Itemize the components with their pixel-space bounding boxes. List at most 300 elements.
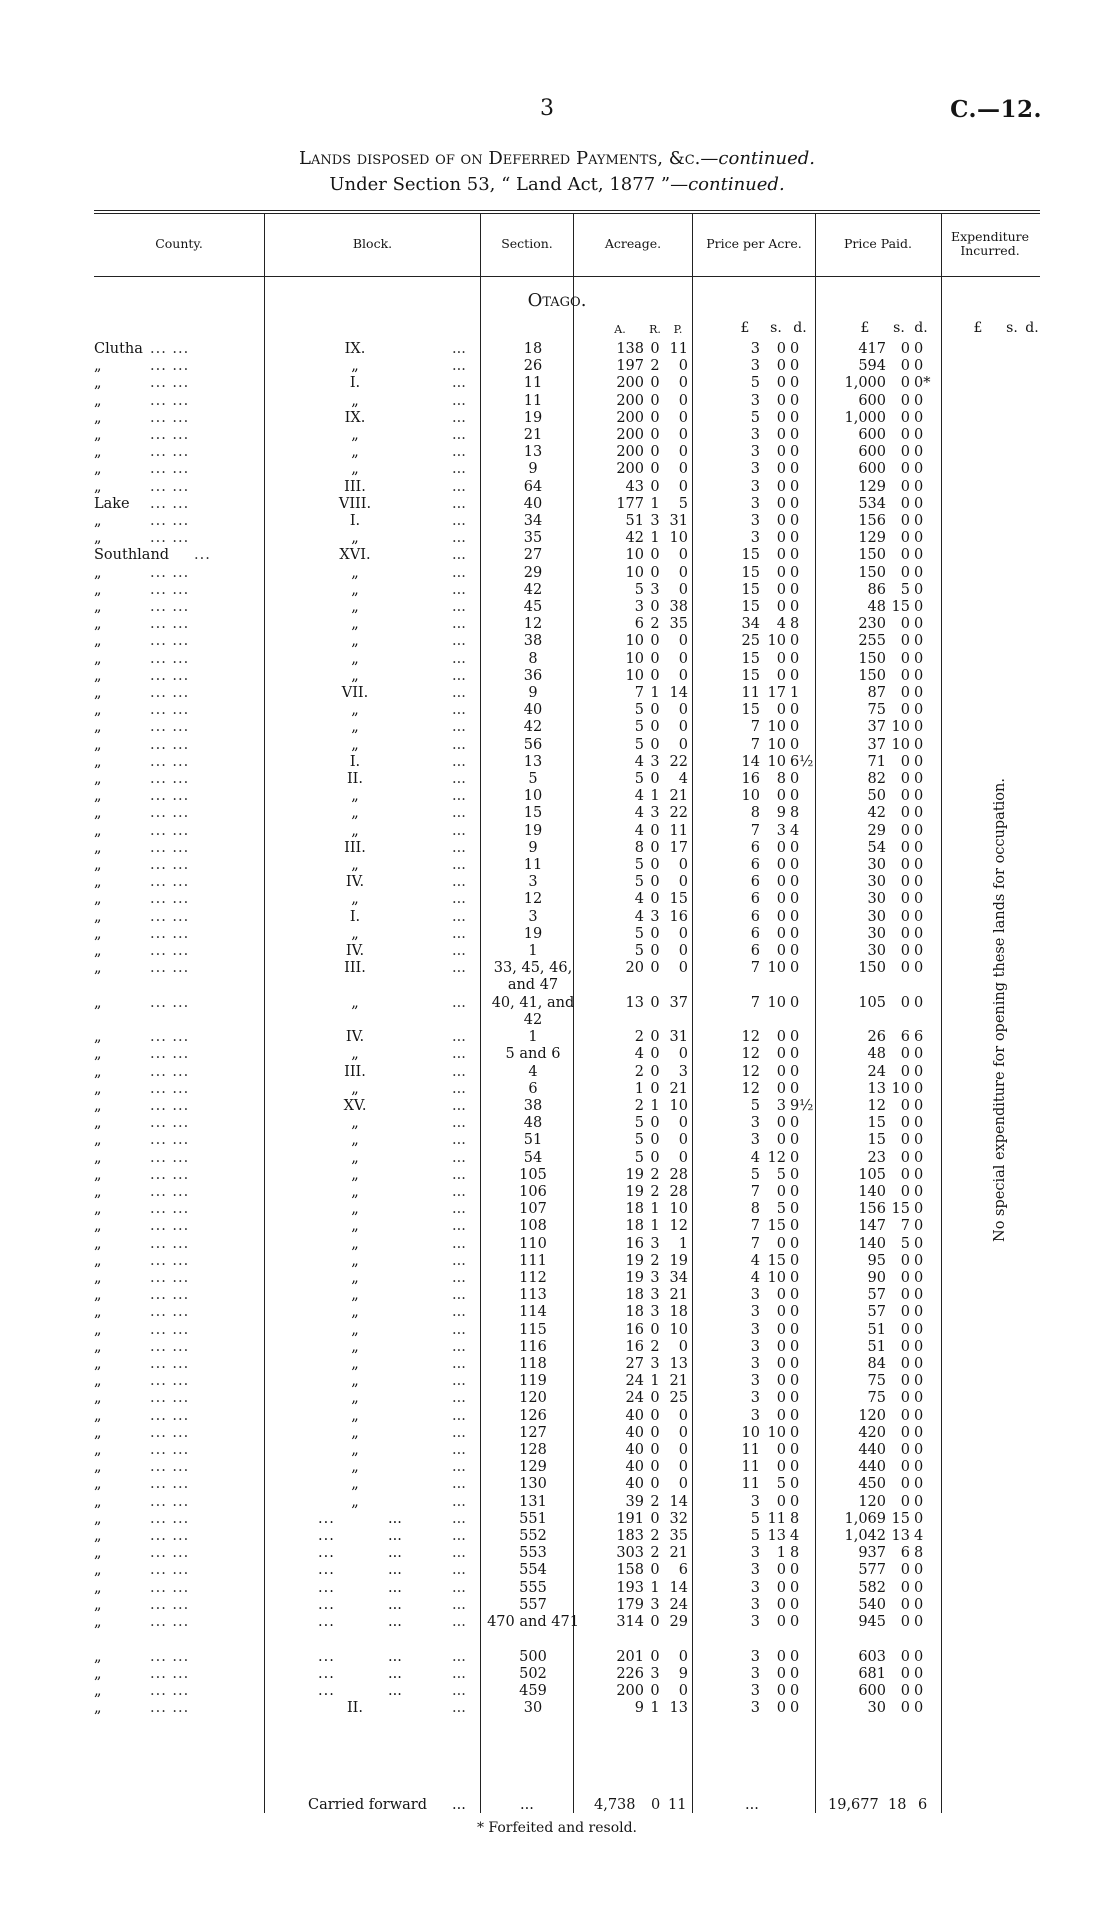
cell-county: „ [94,1459,102,1476]
cell-price-pounds: 71 [867,753,886,770]
cell-acres: 10 [625,633,644,650]
cell-ppa-pence: 0 [790,1700,800,1717]
cell-roods: 0 [650,444,660,461]
cell-county: Southland [94,547,170,564]
cell-roods: 1 [650,1218,660,1235]
cell-ppa-shillings: 0 [776,478,786,495]
cell-ppa-pounds: 3 [750,1356,760,1372]
cell-ppa-pence: 0 [790,1063,800,1080]
cell-price-pence: 0 [914,685,924,701]
cell-perches: 10 [669,1098,688,1114]
cell-price-shillings: 0 [900,1579,910,1596]
cell-ppa-pence: 0 [790,874,800,891]
cell-perches: 35 [669,616,688,633]
cell-ppa-pence: 0 [790,1201,800,1218]
cell-county: „ [94,1579,102,1596]
cell-block: „ [351,925,359,942]
cell-price-pence: 0 [914,1252,924,1269]
cell-price-pence: 0 [914,1201,924,1218]
cell-price-shillings: 0 [900,822,910,839]
cell-price-pence: 0 [914,994,924,1011]
table-row [0,1545,1114,1562]
cell-perches: 0 [678,1407,688,1424]
cell-price-pounds: 600 [858,427,886,443]
cell-ppa-pounds: 3 [750,1614,760,1630]
table-title [0,148,1114,169]
cell-section: 19 [523,822,543,839]
table-row [0,1046,1114,1063]
cell-perches: 21 [669,788,688,805]
cell-ppa-pounds: 15 [741,599,760,615]
table-row [0,1649,1114,1666]
cell-roods: 3 [650,805,660,822]
cell-ppa-pounds: 25 [741,633,760,650]
table-row [0,565,1114,582]
leader-dots: ... [452,478,466,495]
cell-ppa-pounds: 3 [750,1562,760,1579]
cell-roods: 3 [650,1270,660,1286]
cell-acres: 226 [616,1665,644,1682]
cell-block: „ [351,1184,359,1200]
unit-shillings-pp: s. [893,320,905,336]
cell-acres: 9 [634,1700,644,1717]
cell-ppa-pence: 0 [790,925,800,942]
cell-roods: 3 [650,1356,660,1372]
cell-price-pounds: 681 [858,1665,886,1682]
table-row [0,1528,1114,1545]
cell-perches: 13 [669,1356,688,1372]
cell-county: „ [94,943,102,959]
table-row [0,651,1114,668]
cell-ppa-shillings: 13 [767,1528,786,1544]
cell-ppa-shillings: 0 [776,444,786,461]
cell-price-pence: 0 [914,616,924,633]
cell-section: 45 [523,599,543,615]
cell-ppa-pence: 0 [790,530,800,547]
cell-section: 40 [523,495,543,512]
cell-acres: 5 [634,1115,644,1132]
cell-roods: 0 [650,1046,660,1063]
cell-block: „ [351,1356,359,1372]
cell-ppa-pounds: 7 [750,1184,760,1200]
cell-roods: 0 [650,564,660,581]
cell-section: 551 [519,1510,547,1527]
cell-ppa-shillings: 10 [767,633,786,650]
cell-ppa-pounds: 4 [750,1149,760,1166]
cell-price-shillings: 0 [900,1459,910,1476]
cell-ppa-pence: 8 [790,1545,800,1562]
cell-price-pounds: 29 [867,822,886,839]
cell-price-pence: 0 [914,1132,924,1149]
cell-ppa-pence: 9½ [790,1098,814,1114]
cell-acres: 179 [616,1596,644,1613]
cell-price-pence: 0 [914,1149,924,1166]
cell-ppa-pounds: 3 [750,1338,760,1355]
cell-ppa-shillings: 0 [776,1321,786,1338]
cell-ppa-pence: 0 [790,1184,800,1200]
cell-roods: 0 [650,839,660,856]
cell-block: III. [344,839,366,856]
cell-price-pounds: 450 [858,1476,886,1493]
leader-dots: ... ... [150,908,190,925]
cell-roods: 2 [650,1528,660,1544]
cell-ppa-shillings: 0 [776,1184,786,1200]
cell-block: XV. [343,1098,367,1114]
cell-county: „ [94,1063,102,1080]
table-row [0,616,1114,633]
cell-price-shillings: 0 [900,650,910,667]
cell-ppa-shillings: 0 [776,1407,786,1424]
table-row [0,393,1114,410]
cell-acres: 51 [625,513,644,529]
cell-county: „ [94,891,102,908]
cell-price-pounds: 540 [858,1596,886,1613]
cell-price-pounds: 23 [867,1149,886,1166]
cell-ppa-shillings: 0 [776,1046,786,1063]
cell-roods: 0 [650,702,660,719]
leader-dots: ... [452,1321,466,1338]
cell-price-pence: 0 [914,736,924,753]
cell-ppa-pence: 0 [790,375,800,392]
cell-ppa-pounds: 3 [750,1682,760,1699]
cell-price-pounds: 150 [858,667,886,684]
cell-price-shillings: 0 [900,1424,910,1441]
cell-roods: 1 [650,1373,660,1390]
cell-acres: 40 [625,1442,644,1458]
cell-block: VII. [341,685,369,701]
leader-dots: ... [452,495,466,512]
cell-acres: 10 [625,547,644,564]
cell-section: 131 [519,1493,547,1510]
cell-county: „ [94,839,102,856]
cell-ppa-pounds: 11 [741,1442,760,1458]
cell-ppa-shillings: 0 [776,925,786,942]
cell-price-pence: 0 [914,581,924,598]
leader-dots: ... ... [150,667,190,684]
table-subtitle [0,174,1114,195]
cell-price-shillings: 0 [900,1665,910,1682]
leader-dots: ... [452,341,466,357]
cell-ppa-pounds: 5 [750,1528,760,1544]
leader-dots: ... [452,1545,466,1562]
cell-price-pence: 0 [914,1682,924,1699]
cell-ppa-pence: 0 [790,547,800,564]
cell-block: „ [351,1218,359,1235]
leader-dots: ... [452,461,466,478]
cell-block: „ [351,1321,359,1338]
cell-price-pounds: 420 [858,1424,886,1441]
cell-perches: 0 [678,564,688,581]
cell-section: 105 [519,1166,547,1183]
cell-acres: 303 [616,1545,644,1562]
cell-acres: 19 [625,1166,644,1183]
table-row [0,1408,1114,1425]
cell-section: 129 [519,1459,547,1476]
leader-dots: ... [452,564,466,581]
leader-dots: ... ... [150,1201,190,1218]
cell-ppa-pence: 0 [790,1132,800,1149]
unit-pound-pp: £ [860,320,870,336]
cell-section: 553 [519,1545,547,1562]
cell-ppa-pence: 0 [790,1493,800,1510]
cell-section: 3 [528,874,538,891]
leader-dots: ... [388,1614,402,1630]
cell-price-pounds: 150 [858,650,886,667]
cell-acres: 16 [625,1338,644,1355]
cell-section: 118 [519,1356,547,1372]
cell-section: 107 [519,1201,547,1218]
cell-block: „ [351,1235,359,1252]
cell-block: „ [351,891,359,908]
cell-ppa-shillings: 0 [776,495,786,512]
leader-dots: ... [452,1459,466,1476]
cell-price-shillings: 0 [900,616,910,633]
cell-price-pounds: 105 [858,1166,886,1183]
leader-dots: ... ... [150,1682,190,1699]
cell-section: 557 [519,1596,547,1613]
cell-acres: 5 [634,874,644,891]
leader-dots: ... [452,1029,466,1046]
leader-dots: ... [388,1510,402,1527]
leader-dots: ... [452,1579,466,1596]
table-row [0,995,1114,1029]
cell-county: „ [94,1029,102,1046]
cell-roods: 1 [650,685,660,701]
cell-county: „ [94,1390,102,1407]
leader-dots: ... [452,702,466,719]
cell-price-pence: 0 [914,495,924,512]
cell-price-pence: 0 [914,1287,924,1304]
leader-dots: ... [452,392,466,409]
cell-ppa-pounds: 3 [750,1132,760,1149]
cell-ppa-shillings: 0 [776,1287,786,1304]
cell-price-pence: 0 [914,753,924,770]
cell-price-pounds: 90 [867,1270,886,1286]
cell-ppa-pence: 0 [790,1149,800,1166]
cell-section: 120 [519,1390,547,1407]
cell-perches: 18 [669,1304,688,1321]
cell-price-pence: 0 [914,1218,924,1235]
cell-acres: 18 [625,1304,644,1321]
table-row [0,1081,1114,1098]
leader-dots: ... [452,736,466,753]
cell-section: 35 [523,530,543,547]
cell-ppa-shillings: 0 [776,1390,786,1407]
cell-ppa-pence: 0 [790,1115,800,1132]
cell-county: „ [94,1700,102,1717]
cell-price-shillings: 0 [900,392,910,409]
table-row [0,1666,1114,1683]
cell-ppa-pence: 0 [790,908,800,925]
leader-dots: ... [452,1098,466,1114]
table-row [0,1562,1114,1579]
table-row [0,926,1114,943]
cell-section: 42 [523,581,543,598]
cell-block: „ [351,1270,359,1286]
cell-price-shillings: 0 [900,530,910,547]
cell-section: 13 [523,753,543,770]
cell-block: „ [351,805,359,822]
cell-roods: 0 [650,599,660,615]
cell-section: 64 [523,478,543,495]
cell-acres: 200 [616,375,644,392]
cell-ppa-pence: 0 [790,1287,800,1304]
cell-section: 554 [519,1562,547,1579]
cell-county: „ [94,1304,102,1321]
cell-ppa-pence: 0 [790,513,800,529]
cell-county: „ [94,461,102,478]
cell-block: ... [318,1528,335,1544]
cell-ppa-pounds: 15 [741,667,760,684]
cell-county: „ [94,1424,102,1441]
cell-ppa-pounds: 3 [750,1648,760,1665]
cell-roods: 0 [650,1510,660,1527]
cell-perches: 35 [669,1528,688,1544]
table-row [0,943,1114,960]
cell-section: 130 [519,1476,547,1493]
leader-dots: ... [452,685,466,701]
cell-price-pence: 0 [914,1596,924,1613]
cell-price-shillings: 0 [900,1373,910,1390]
cell-perches: 0 [678,1424,688,1441]
cell-section: 9 [528,839,538,856]
cell-acres: 191 [616,1510,644,1527]
cell-price-pence: 0 [914,1063,924,1080]
cell-county: „ [94,1184,102,1200]
cell-section: 12 [523,891,543,908]
leader-dots: ... ... [150,1614,190,1630]
leader-dots: ... [452,513,466,529]
cell-price-pounds: 120 [858,1407,886,1424]
cell-county: „ [94,1287,102,1304]
cell-ppa-pounds: 6 [750,857,760,873]
cell-ppa-pounds: 10 [741,1424,760,1441]
table-row [0,1511,1114,1528]
cell-section: 56 [523,736,543,753]
leader-dots: ... [452,1510,466,1527]
cell-price-pence: 0 [914,788,924,805]
leader-dots: ... ... [150,1562,190,1579]
cell-price-pence: 0 [914,891,924,908]
cell-perches: 0 [678,358,688,375]
cell-ppa-shillings: 0 [776,375,786,392]
cell-block: „ [351,616,359,633]
leader-dots: ... [452,1252,466,1269]
cell-price-pence: 4 [914,1528,924,1544]
cell-price-shillings: 0 [900,564,910,581]
cell-ppa-pence: 0 [790,1648,800,1665]
cell-perches: 0 [678,1115,688,1132]
cell-acres: 19 [625,1270,644,1286]
cell-roods: 0 [650,822,660,839]
carried-forward-ppa: ... [745,1797,759,1813]
table-row [0,496,1114,513]
table-row [0,1236,1114,1253]
cell-ppa-shillings: 0 [776,1700,786,1717]
cell-price-shillings: 0 [900,341,910,357]
cell-price-shillings: 0 [900,960,910,977]
cell-ppa-pence: 0 [790,1338,800,1355]
cell-price-shillings: 0 [900,1149,910,1166]
table-row [0,771,1114,788]
cell-perches: 4 [678,771,688,787]
cell-perches: 19 [669,1252,688,1269]
leader-dots: ... [452,1201,466,1218]
leader-dots: ... ... [150,771,190,787]
cell-section: 10 [523,788,543,805]
cell-roods: 3 [650,753,660,770]
table-row [0,1459,1114,1476]
cell-section: 30 [523,1700,543,1717]
table-row [0,891,1114,908]
cell-price-pence: 0 [914,1304,924,1321]
cell-price-pounds: 594 [858,358,886,375]
cell-acres: 43 [625,478,644,495]
cell-roods: 2 [650,1493,660,1510]
cell-block: ... [318,1510,335,1527]
cell-perches: 0 [678,736,688,753]
cell-perches: 22 [669,805,688,822]
table-row [0,513,1114,530]
col-header-price-paid: Price Paid. [843,236,913,251]
cell-roods: 0 [650,719,660,736]
cell-county: „ [94,1407,102,1424]
cell-price-shillings: 5 [900,581,910,598]
leader-dots: ... ... [150,1321,190,1338]
cell-price-shillings: 0 [900,513,910,529]
cell-perches: 0 [678,667,688,684]
cell-price-pence: 0 [914,1493,924,1510]
cell-ppa-pence: 0 [790,1665,800,1682]
cell-perches: 0 [678,702,688,719]
cell-acres: 10 [625,667,644,684]
cell-block: III. [344,478,366,495]
cell-roods: 0 [650,341,660,357]
cell-ppa-shillings: 0 [776,1596,786,1613]
cell-block: „ [351,1080,359,1097]
cell-roods: 0 [650,925,660,942]
leader-dots: ... ... [150,1665,190,1682]
cell-roods: 0 [650,1614,660,1630]
cell-county: „ [94,702,102,719]
cell-ppa-pounds: 3 [750,358,760,375]
cell-ppa-pence: 0 [790,633,800,650]
cell-price-shillings: 0 [900,1098,910,1114]
carried-forward-dots: ... [452,1797,466,1813]
cell-ppa-pence: 0 [790,943,800,959]
cell-price-shillings: 0 [900,1682,910,1699]
cell-roods: 0 [650,891,660,908]
cell-price-shillings: 0 [900,857,910,873]
cell-acres: 183 [616,1528,644,1544]
cell-ppa-pounds: 3 [750,392,760,409]
cell-acres: 24 [625,1373,644,1390]
cell-block: IX. [344,341,366,357]
cell-roods: 2 [650,1545,660,1562]
cell-acres: 42 [625,530,644,547]
cell-county: „ [94,1665,102,1682]
cell-ppa-pounds: 7 [750,1218,760,1235]
cell-ppa-pounds: 3 [750,513,760,529]
leader-dots: ... ... [150,1596,190,1613]
leader-dots: ... ... [150,444,190,461]
cell-price-shillings: 0 [900,1493,910,1510]
cell-section: 5 [528,771,538,787]
cell-block: „ [351,1493,359,1510]
cell-price-pounds: 51 [867,1321,886,1338]
leader-dots: ... [452,753,466,770]
cell-price-pence: 0 [914,341,924,357]
